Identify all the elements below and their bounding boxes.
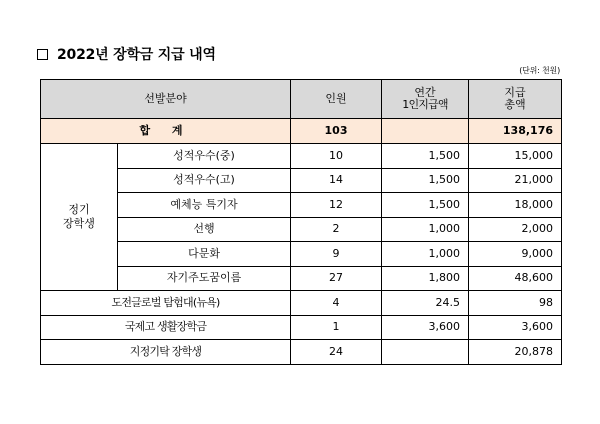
row-name: 자기주도꿈이름	[118, 266, 291, 291]
row-annual: 1,800	[382, 266, 469, 291]
row-name: 성적우수(고)	[118, 168, 291, 193]
header-row	[41, 80, 562, 119]
page-title	[37, 44, 216, 64]
group-label-line2: 장학생	[63, 217, 95, 230]
total-amount: 138,176	[469, 119, 562, 144]
table-row	[41, 340, 562, 365]
row-persons: 1	[291, 315, 382, 340]
table-row	[41, 144, 562, 169]
header-total	[469, 80, 562, 119]
row-persons: 12	[291, 193, 382, 218]
row-total: 2,000	[469, 217, 562, 242]
scholarship-table	[40, 79, 562, 365]
title-text: 2022년 장학금 지급 내역	[57, 47, 216, 63]
header-category: 선발분야	[41, 80, 291, 119]
checkbox-square-icon	[37, 49, 48, 60]
header-total-line2: 총액	[504, 98, 526, 111]
row-name: 다문화	[118, 242, 291, 267]
row-persons: 9	[291, 242, 382, 267]
row-annual: 3,600	[382, 315, 469, 340]
row-name: 성적우수(중)	[118, 144, 291, 169]
header-annual	[382, 80, 469, 119]
row-total: 20,878	[469, 340, 562, 365]
total-label: 합 계	[41, 119, 291, 144]
group-label-line1: 정기	[68, 203, 90, 216]
row-name: 도전글로벌 탐험대(뉴욕)	[41, 291, 291, 316]
row-total: 9,000	[469, 242, 562, 267]
unit-label: (단위: 천원)	[519, 66, 560, 75]
row-annual: 1,500	[382, 193, 469, 218]
table-row	[41, 168, 562, 193]
header-total-line1: 지급	[504, 86, 526, 99]
row-persons: 14	[291, 168, 382, 193]
row-annual: 1,500	[382, 168, 469, 193]
row-annual: 1,000	[382, 217, 469, 242]
total-row	[41, 119, 562, 144]
table-row	[41, 242, 562, 267]
row-total: 15,000	[469, 144, 562, 169]
row-name: 예체능 특기자	[118, 193, 291, 218]
group-label	[41, 144, 118, 291]
row-name: 국제고 생활장학금	[41, 315, 291, 340]
table-row	[41, 315, 562, 340]
row-annual: 1,000	[382, 242, 469, 267]
table-row	[41, 291, 562, 316]
row-name: 지정기탁 장학생	[41, 340, 291, 365]
total-persons: 103	[291, 119, 382, 144]
header-persons: 인원	[291, 80, 382, 119]
row-annual: 1,500	[382, 144, 469, 169]
row-persons: 10	[291, 144, 382, 169]
row-name: 선행	[118, 217, 291, 242]
row-total: 21,000	[469, 168, 562, 193]
header-annual-line1: 연간	[414, 86, 436, 99]
table-row	[41, 193, 562, 218]
row-total: 98	[469, 291, 562, 316]
table-row	[41, 266, 562, 291]
header-annual-line2: 1인지급액	[402, 98, 448, 111]
row-persons: 27	[291, 266, 382, 291]
row-persons: 24	[291, 340, 382, 365]
row-persons: 2	[291, 217, 382, 242]
row-annual	[382, 340, 469, 365]
row-total: 3,600	[469, 315, 562, 340]
total-annual	[382, 119, 469, 144]
row-total: 18,000	[469, 193, 562, 218]
row-persons: 4	[291, 291, 382, 316]
row-total: 48,600	[469, 266, 562, 291]
row-annual: 24.5	[382, 291, 469, 316]
table-row	[41, 217, 562, 242]
